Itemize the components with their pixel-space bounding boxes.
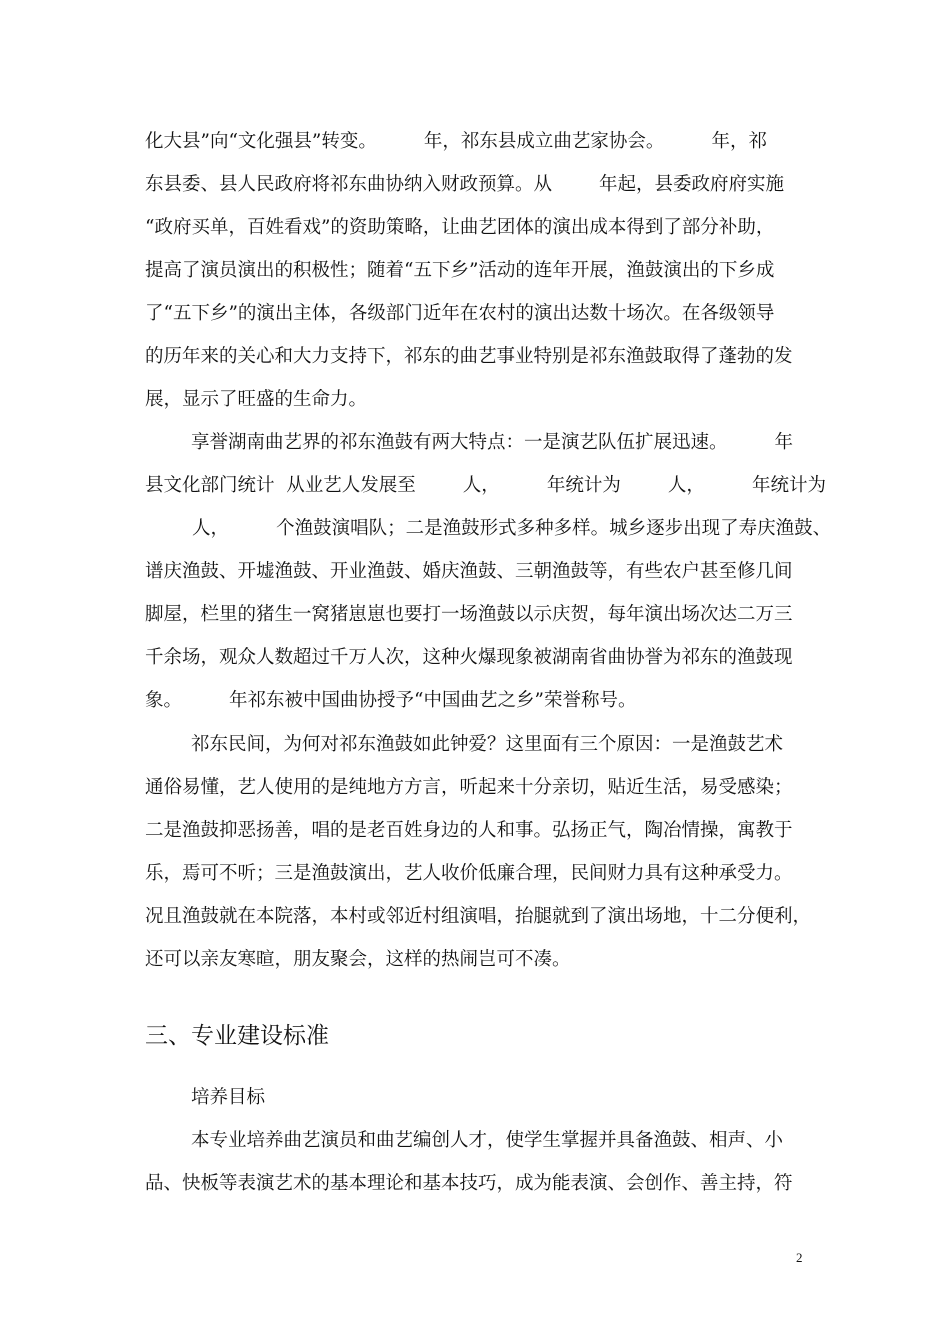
text-line: 的历年来的关心和大力支持下，祁东的曲艺事业特别是祁东渔鼓取得了蓬勃的发 xyxy=(145,346,793,367)
page-number: 2 xyxy=(796,1250,803,1265)
text-line: 化大县”向“文化强县”转变。 年，祁东县成立曲艺家协会。 年，祁 xyxy=(145,131,767,152)
text-line: 通俗易懂，艺人使用的是纯地方方言，听起来十分亲切，贴近生活，易受感染； xyxy=(145,777,793,798)
text-line: 展，显示了旺盛的生命力。 xyxy=(145,389,368,410)
text-line: 谱庆渔鼓、开墟渔鼓、开业渔鼓、婚庆渔鼓、三朝渔鼓等，有些农户甚至修几间 xyxy=(145,561,793,582)
text-line: 乐，焉可不听；三是渔鼓演出，艺人收价低廉合理，民间财力具有这种承受力。 xyxy=(145,863,793,884)
text-line: “政府买单，百姓看戏”的资助策略，让曲艺团体的演出成本得到了部分补助， xyxy=(145,217,775,238)
text-line: 祁东民间，为何对祁东渔鼓如此钟爱？这里面有三个原因：一是渔鼓艺术 xyxy=(191,734,784,755)
text-line: 享誉湖南曲艺界的祁东渔鼓有两大特点：一是演艺队伍扩展迅速。 年 xyxy=(191,432,794,453)
text-line: 象。 年祁东被中国曲协授予“中国曲艺之乡”荣誉称号。 xyxy=(145,690,637,711)
text-line: 脚屋，栏里的猪生一窝猪崽崽也要打一场渔鼓以示庆贺，每年演出场次达二万三 xyxy=(145,604,793,625)
section-heading: 三、专业建设标准 xyxy=(145,1023,329,1049)
text-line: 县文化部门统计 从业艺人发展至 人， 年统计为 人， 年统计为 xyxy=(145,475,826,496)
text-line: 提高了演员演出的积极性；随着“五下乡”活动的连年开展，渔鼓演出的下乡成 xyxy=(145,260,775,281)
text-line: 千余场，观众人数超过千万人次，这种火爆现象被湖南省曲协誉为祁东的渔鼓现 xyxy=(145,647,793,668)
text-line: 况且渔鼓就在本院落，本村或邻近村组演唱，抬腿就到了演出场地，十二分便利， xyxy=(145,906,812,927)
text-line: 品、快板等表演艺术的基本理论和基本技巧，成为能表演、会创作、善主持，符 xyxy=(145,1173,793,1194)
text-line: 了“五下乡”的演出主体，各级部门近年在农村的演出达数十场次。在各级领导 xyxy=(145,303,775,324)
text-line: 人， 个渔鼓演唱队；二是渔鼓形式多种多样。城乡逐步出现了寿庆渔鼓、 xyxy=(145,518,832,539)
text-line: 东县委、县人民政府将祁东曲协纳入财政预算。从 年起，县委政府府实施 xyxy=(145,174,785,195)
text-line: 还可以亲友寒暄，朋友聚会，这样的热闹岂可不凑。 xyxy=(145,949,571,970)
subheading: 培养目标 xyxy=(191,1087,266,1108)
text-line: 本专业培养曲艺演员和曲艺编创人才，使学生掌握并具备渔鼓、相声、小 xyxy=(191,1130,784,1151)
text-line: 二是渔鼓抑恶扬善，唱的是老百姓身边的人和事。弘扬正气，陶冶情操，寓教于 xyxy=(145,820,793,841)
